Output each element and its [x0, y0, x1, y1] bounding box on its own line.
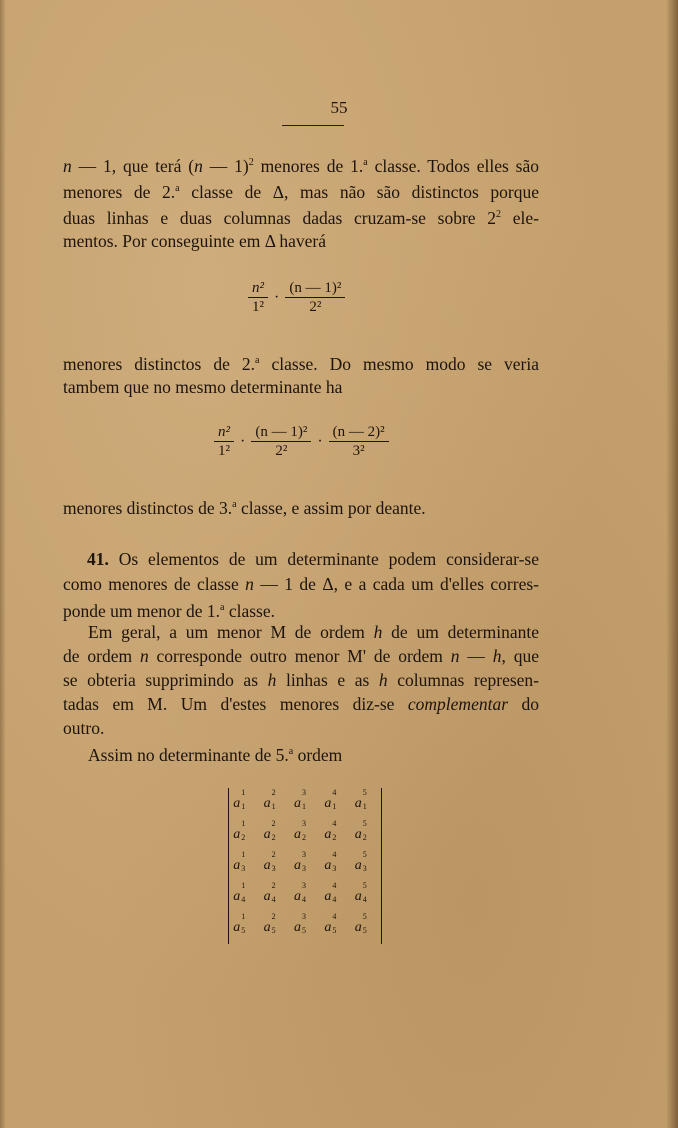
matrix-element: a 2 1: [263, 787, 276, 811]
matrix-element: a 3 5: [293, 911, 306, 935]
matrix-element: a 4 2: [324, 818, 337, 842]
matrix-element: a 4 1: [324, 787, 337, 811]
matrix-row: [229, 912, 381, 943]
section-41-first-line: 41. Os elementos de um determinante podem considerar-se: [87, 549, 539, 569]
section-number: 41.: [87, 549, 109, 569]
formula-product-two: $\frac{\text{n²}}{\text{1²}}$ · $\frac{\text{(n — 1)²}}{\text{2²}}$: [248, 280, 345, 315]
matrix-element: a 5 2: [354, 818, 367, 842]
matrix-element: a 2 5: [263, 911, 276, 935]
matrix-element: a 5 3: [354, 849, 367, 873]
matrix-row: [229, 788, 381, 819]
page-left-shadow: [0, 0, 6, 1128]
matrix-element: a 5 5: [354, 911, 367, 935]
formula-product-three: $\frac{\text{n²}}{\text{1²}}$ · $\frac{\text{(n — 1)²}}{\text{2²}}$ · $\frac{\text{(n — 2)²}}{\text{3²}}$: [214, 424, 389, 459]
fraction: $\frac{\text{n²}}{\text{1²}}$: [248, 280, 268, 315]
text-line: mentos. Por conseguinte em Δ haverá: [63, 231, 326, 251]
matrix-element: a 1 4: [233, 880, 246, 904]
text-line: tadas em M. Um d'estes menores diz-se complementar do: [63, 694, 539, 714]
text-line: menores distinctos de 3.$^a$ classe, e assim por deante.: [63, 498, 426, 518]
text-line: n — 1, que terá (n — 1)$^2$ menores de 1.$^a$ classe. Todos elles são: [63, 156, 539, 176]
fraction: $\frac{\text{(n — 1)²}}{\text{2²}}$: [251, 424, 311, 459]
matrix-element: a 3 4: [293, 880, 306, 904]
matrix-row: [229, 881, 381, 912]
text-line: Em geral, a um menor M de ordem h de um determinante: [88, 622, 539, 642]
matrix-element: a 1 5: [233, 911, 246, 935]
determinant-matrix: [228, 788, 382, 944]
fraction: $\frac{\text{n²}}{\text{1²}}$: [214, 424, 234, 459]
matrix-element: a 3 2: [293, 818, 306, 842]
matrix-element: a 2 3: [263, 849, 276, 873]
fraction: $\frac{\text{(n — 2)²}}{\text{3²}}$: [329, 424, 389, 459]
matrix-element: a 2 4: [263, 880, 276, 904]
matrix-element: a 5 4: [354, 880, 367, 904]
matrix-element: a 5 1: [354, 787, 367, 811]
text-line: como menores de classe n — 1 de Δ, e a cada um d'elles corres-: [63, 574, 539, 594]
text-line: se obteria supprimindo as h linhas e as h columnas represen-: [63, 670, 539, 690]
page-right-shadow: [666, 0, 678, 1128]
matrix-element: a 3 3: [293, 849, 306, 873]
fraction: $\frac{\text{(n — 1)²}}{\text{2²}}$: [285, 280, 345, 315]
matrix-element: a 1 2: [233, 818, 246, 842]
text-line: ponde um menor de 1.$^a$ classe.: [63, 601, 275, 621]
matrix-element: a 4 3: [324, 849, 337, 873]
text-line: Assim no determinante de 5.$^a$ ordem: [88, 745, 343, 765]
matrix-row: [229, 850, 381, 881]
matrix-row: [229, 819, 381, 850]
matrix-element: a 1 1: [233, 787, 246, 811]
header-rule: [282, 125, 344, 126]
text-line: de ordem n corresponde outro menor M' de ordem n — h, que: [63, 646, 539, 666]
text-line: tambem que no mesmo determinante ha: [63, 377, 343, 397]
matrix-element: a 4 4: [324, 880, 337, 904]
matrix-element: a 2 2: [263, 818, 276, 842]
text-line: outro.: [63, 718, 105, 738]
text-line: menores distinctos de 2.$^a$ classe. Do mesmo modo se veria: [63, 354, 540, 374]
matrix-element: a 4 5: [324, 911, 337, 935]
page-number: 55: [330, 98, 348, 117]
text-line: menores de 2.$^a$ classe de Δ, mas não são distinctos porque: [63, 182, 539, 202]
matrix-element: a 1 3: [233, 849, 246, 873]
matrix-element: a 3 1: [293, 787, 306, 811]
text-line: duas linhas e duas columnas dadas cruzam-se sobre $2^2$ ele-: [63, 208, 539, 228]
